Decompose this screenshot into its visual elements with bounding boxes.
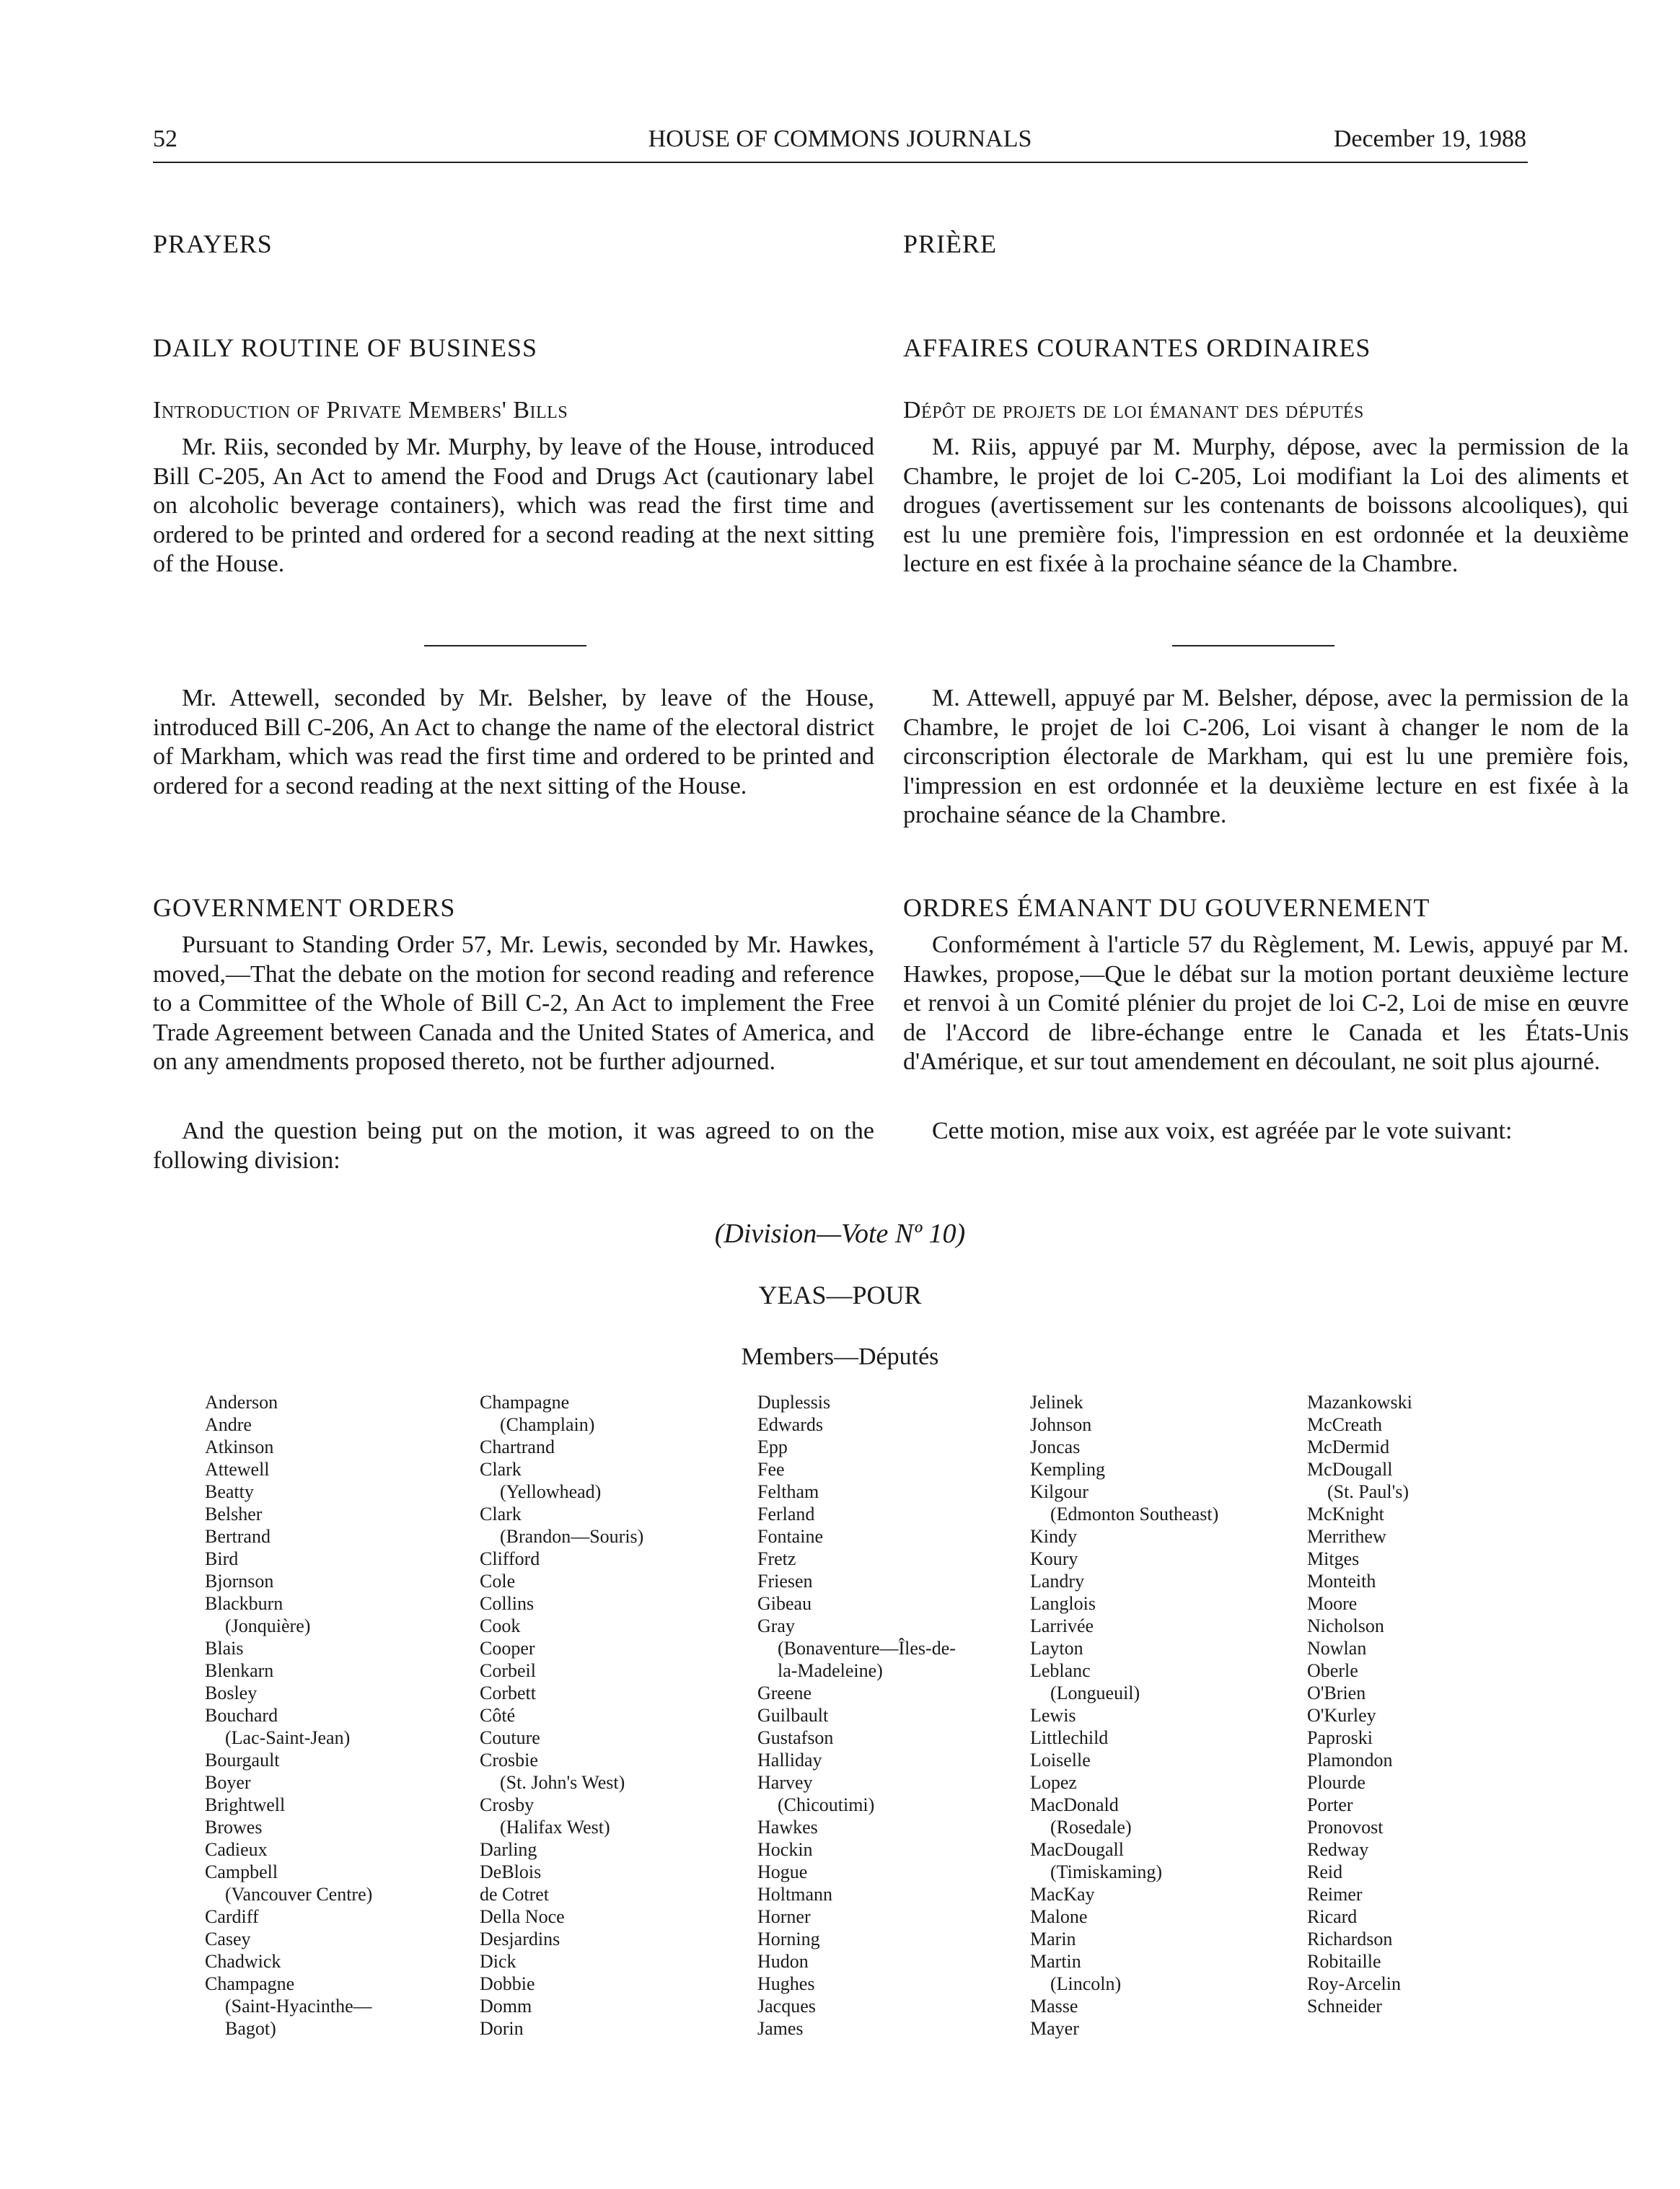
member-name: Kilgour — [1030, 1481, 1089, 1502]
members-column-1 — [205, 1391, 372, 2040]
member-name: Cardiff — [205, 1906, 259, 1927]
member-name: Edwards — [757, 1414, 823, 1435]
member-name: Brightwell — [205, 1794, 286, 1815]
members-column-5 — [1307, 1391, 1412, 2017]
member-name: O'Kurley — [1307, 1705, 1376, 1726]
right-para-vote: Cette motion, mise aux voix, est agréée par le vote suivant: — [932, 1118, 1513, 1144]
member-name: Schneider — [1307, 1996, 1382, 2017]
member-name: de Cotret — [480, 1884, 550, 1905]
member-name: Côté — [480, 1705, 516, 1726]
member-name: Nowlan — [1307, 1638, 1367, 1659]
member-name: Langlois — [1030, 1593, 1096, 1614]
member-name: Corbett — [480, 1683, 536, 1703]
member-name: Lopez — [1030, 1772, 1077, 1793]
member-name: Bagot) — [225, 2018, 276, 2039]
member-name: Layton — [1030, 1638, 1083, 1659]
member-name: (St. Paul's) — [1327, 1481, 1409, 1502]
prayers-heading: PRAYERS — [153, 229, 273, 258]
member-name: Reimer — [1307, 1884, 1363, 1905]
member-name: Bosley — [205, 1683, 258, 1703]
member-name: Della Noce — [480, 1906, 565, 1927]
member-name: Cooper — [480, 1638, 535, 1659]
member-name: (Champlain) — [500, 1414, 595, 1435]
division-title: (Division—Vote Nº 10) — [714, 1219, 966, 1249]
member-name: Hudon — [757, 1951, 809, 1972]
member-name: (Brandon—Souris) — [500, 1526, 644, 1547]
member-name: Clark — [480, 1504, 522, 1525]
journal-title: HOUSE OF COMMONS JOURNALS — [648, 126, 1032, 152]
daily-routine-heading: DAILY ROUTINE OF BUSINESS — [153, 333, 538, 362]
member-name: McCreath — [1307, 1414, 1382, 1435]
member-name: Porter — [1307, 1794, 1353, 1815]
member-name: Roy-Arcelin — [1307, 1973, 1401, 1994]
member-name: Blenkarn — [205, 1660, 274, 1681]
member-name: (St. John's West) — [500, 1772, 625, 1793]
member-name: McKnight — [1307, 1504, 1384, 1525]
member-name: Cole — [480, 1571, 516, 1592]
member-name: Crosby — [480, 1794, 535, 1815]
member-name: Cadieux — [205, 1839, 268, 1860]
member-name: Loiselle — [1030, 1750, 1091, 1771]
member-name: James — [757, 2018, 804, 2039]
member-name: Moore — [1307, 1593, 1358, 1614]
member-name: (Chicoutimi) — [778, 1794, 875, 1815]
priere-heading: PRIÈRE — [903, 229, 998, 258]
intro-bills-subheading: Introduction of Private Members' Bills — [153, 397, 568, 424]
member-name: Dobbie — [480, 1973, 535, 1994]
member-name: Clark — [480, 1459, 522, 1480]
member-name: Paproski — [1307, 1727, 1373, 1748]
member-name: (Rosedale) — [1050, 1817, 1132, 1838]
member-name: MacDonald — [1030, 1794, 1119, 1815]
member-name: Plourde — [1307, 1772, 1365, 1793]
member-name: Feltham — [757, 1481, 819, 1502]
member-name: Attewell — [205, 1459, 270, 1480]
member-name: Guilbault — [757, 1705, 829, 1726]
left-para-question: And the question being put on the motion, it was agreed to on the following division: — [153, 1118, 874, 1174]
member-name: (Vancouver Centre) — [225, 1884, 373, 1905]
member-name: Casey — [205, 1929, 251, 1949]
member-name: Larrivée — [1030, 1615, 1094, 1636]
member-name: (Timiskaming) — [1050, 1861, 1163, 1882]
member-name: Hughes — [757, 1973, 815, 1994]
member-name: Ferland — [757, 1504, 815, 1525]
members-column-2 — [480, 1391, 643, 2040]
member-name: Anderson — [205, 1392, 278, 1413]
member-name: (Halifax West) — [500, 1817, 610, 1838]
member-name: Campbell — [205, 1861, 278, 1882]
member-name: Oberle — [1307, 1660, 1358, 1681]
member-name: Champagne — [205, 1973, 295, 1994]
member-name: Bjornson — [205, 1571, 274, 1592]
member-name: Lewis — [1030, 1705, 1076, 1726]
member-name: Joncas — [1030, 1436, 1081, 1457]
member-name: (Yellowhead) — [500, 1481, 602, 1502]
member-name: Beatty — [205, 1481, 254, 1502]
member-name: Richardson — [1307, 1929, 1393, 1949]
member-name: Hawkes — [757, 1817, 818, 1838]
yeas-heading: YEAS—POUR — [758, 1281, 922, 1310]
members-heading: Members—Députés — [741, 1343, 939, 1370]
member-name: Clifford — [480, 1548, 540, 1569]
member-name: Johnson — [1030, 1414, 1092, 1435]
member-name: Bird — [205, 1548, 239, 1569]
member-name: Kempling — [1030, 1459, 1105, 1480]
member-name: DeBlois — [480, 1861, 542, 1882]
member-name: Cook — [480, 1615, 521, 1636]
members-column-4 — [1030, 1391, 1218, 2040]
member-name: McDougall — [1307, 1459, 1393, 1480]
member-name: Boyer — [205, 1772, 251, 1793]
affaires-heading: AFFAIRES COURANTES ORDINAIRES — [903, 333, 1371, 362]
member-name: Chartrand — [480, 1436, 555, 1457]
left-para-c206: Mr. Attewell, seconded by Mr. Belsher, by leave of the House, introduced Bill C-206, An Act to change the name of the electoral district of Markham, which was read the first time and ordered to be printed and ordered for a second reading at the next sitting of the House. — [153, 685, 874, 799]
member-name: Bourgault — [205, 1750, 280, 1771]
member-name: (Lac-Saint-Jean) — [225, 1727, 351, 1748]
member-name: Landry — [1030, 1571, 1085, 1592]
member-name: Gustafson — [757, 1727, 834, 1748]
member-name: Couture — [480, 1727, 540, 1748]
depot-subheading: Dépôt de projets de loi émanant des députés — [903, 397, 1364, 424]
member-name: O'Brien — [1307, 1683, 1366, 1703]
member-name: Bouchard — [205, 1705, 278, 1726]
ordres-heading: ORDRES ÉMANANT DU GOUVERNEMENT — [903, 893, 1430, 922]
member-name: Horner — [757, 1906, 811, 1927]
member-name: McDermid — [1307, 1436, 1390, 1457]
member-name: Redway — [1307, 1839, 1369, 1860]
page-number: 52 — [153, 126, 177, 152]
header-rule — [153, 162, 1528, 163]
member-name: Hockin — [757, 1839, 813, 1860]
member-name: Gray — [757, 1615, 795, 1636]
member-name: Jelinek — [1030, 1392, 1083, 1413]
member-name: Fee — [757, 1459, 785, 1480]
member-name: Marin — [1030, 1929, 1076, 1949]
member-name: Harvey — [757, 1772, 813, 1793]
member-name: (Bonaventure—Îles-de- — [778, 1638, 956, 1659]
member-name: Malone — [1030, 1906, 1088, 1927]
member-name: Gibeau — [757, 1593, 812, 1614]
member-name: Andre — [205, 1414, 252, 1435]
member-name: Blackburn — [205, 1593, 283, 1614]
header-date: December 19, 1988 — [1333, 126, 1526, 152]
member-name: Fretz — [757, 1548, 796, 1569]
left-separator — [424, 645, 586, 646]
member-name: Horning — [757, 1929, 820, 1949]
right-para-c205: M. Riis, appuyé par M. Murphy, dépose, avec la permission de la Chambre, le projet de loi C-205, Loi modifiant la Loi des aliments et drogues (avertissement sur les contenants de boissons alcooliques), qui est lu une première fois, l'impression en est ordonnée et la deuxième lecture en est fixée à la prochaine séance de la Chambre. — [903, 434, 1629, 577]
member-name: Littlechild — [1030, 1727, 1109, 1748]
member-name: Leblanc — [1030, 1660, 1091, 1681]
right-separator — [1172, 645, 1334, 646]
left-para-motion: Pursuant to Standing Order 57, Mr. Lewis, seconded by Mr. Hawkes, moved,—That the debate on the motion for second reading and reference to a Committee of the Whole of Bill C-2, An Act to implement the Free Trade Agreement between Canada and the United States of America, and on any amendments proposed thereto, not be further adjourned. — [153, 931, 874, 1075]
member-name: Koury — [1030, 1548, 1078, 1569]
member-name: Masse — [1030, 1996, 1078, 2017]
member-name: Hogue — [757, 1861, 808, 1882]
member-name: MacKay — [1030, 1884, 1095, 1905]
member-name: Greene — [757, 1683, 812, 1703]
member-name: Champagne — [480, 1392, 570, 1413]
member-name: Atkinson — [205, 1436, 274, 1457]
member-name: Pronovost — [1307, 1817, 1384, 1838]
member-name: Chadwick — [205, 1951, 281, 1972]
member-name: Dick — [480, 1951, 516, 1972]
member-name: Duplessis — [757, 1392, 831, 1413]
member-name: Darling — [480, 1839, 537, 1860]
right-para-c206: M. Attewell, appuyé par M. Belsher, dépose, avec la permission de la Chambre, le projet de loi C-206, Loi visant à changer le nom de la circonscription électorale de Markham, qui est lu une première fois, l'impression en est ordonnée et la deuxième lecture en est fixée à la prochaine séance de la Chambre. — [903, 685, 1629, 828]
member-name: Collins — [480, 1593, 535, 1614]
member-name: (Edmonton Southeast) — [1050, 1504, 1219, 1525]
member-name: (Jonquière) — [225, 1615, 311, 1636]
member-name: Halliday — [757, 1750, 822, 1771]
member-name: Desjardins — [480, 1929, 560, 1949]
left-para-c205: Mr. Riis, seconded by Mr. Murphy, by leave of the House, introduced Bill C-205, An Act to amend the Food and Drugs Act (cautionary label on alcoholic beverage containers), which was read the first time and ordered to be printed and ordered for a second reading at the next sitting of the House. — [153, 434, 874, 577]
members-column-3 — [757, 1391, 956, 2040]
member-name: (Longueuil) — [1050, 1683, 1140, 1703]
member-name: Holtmann — [757, 1884, 832, 1905]
member-name: Blais — [205, 1638, 244, 1659]
member-name: Robitaille — [1307, 1951, 1381, 1972]
member-name: (Lincoln) — [1050, 1973, 1122, 1994]
member-name: Domm — [480, 1996, 532, 2017]
member-name: Kindy — [1030, 1526, 1077, 1547]
member-name: Belsher — [205, 1504, 263, 1525]
member-name: Mayer — [1030, 2018, 1079, 2039]
member-name: Mitges — [1307, 1548, 1360, 1569]
member-name: Friesen — [757, 1571, 813, 1592]
member-name: (Saint-Hyacinthe— — [225, 1996, 372, 2017]
member-name: Dorin — [480, 2018, 524, 2039]
member-name: Epp — [757, 1436, 788, 1457]
member-name: Nicholson — [1307, 1615, 1384, 1636]
member-name: Crosbie — [480, 1750, 538, 1771]
member-name: Corbeil — [480, 1660, 536, 1681]
member-name: Merrithew — [1307, 1526, 1386, 1547]
member-name: la-Madeleine) — [778, 1660, 883, 1681]
member-name: Jacques — [757, 1996, 816, 2017]
member-name: Mazankowski — [1307, 1392, 1412, 1413]
right-para-motion: Conformément à l'article 57 du Règlement, M. Lewis, appuyé par M. Hawkes, propose,—Que le débat sur la motion portant deuxième lecture et renvoi à un Comité plénier du projet de loi C-2, Loi de mise en œuvre de l'Accord de libre-échange entre le Canada et les États-Unis d'Amérique, et sur tout amendement en découlant, ne soit plus ajourné. — [903, 931, 1629, 1075]
member-name: Plamondon — [1307, 1750, 1393, 1771]
member-name: MacDougall — [1030, 1839, 1124, 1860]
member-name: Monteith — [1307, 1571, 1376, 1592]
member-name: Martin — [1030, 1951, 1081, 1972]
member-name: Bertrand — [205, 1526, 271, 1547]
government-orders-heading: GOVERNMENT ORDERS — [153, 893, 456, 922]
member-name: Reid — [1307, 1861, 1343, 1882]
member-name: Ricard — [1307, 1906, 1358, 1927]
member-name: Browes — [205, 1817, 263, 1838]
member-name: Fontaine — [757, 1526, 823, 1547]
